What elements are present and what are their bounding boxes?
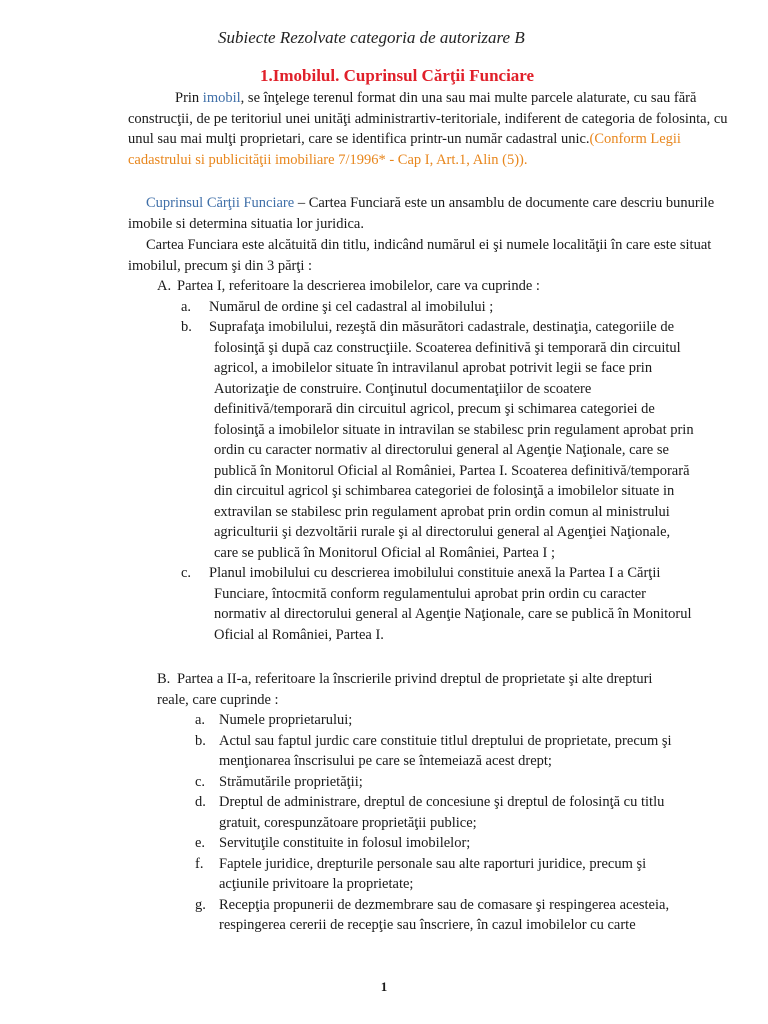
part-a-heading — [157, 276, 737, 297]
list-item-text: Faptele juridice, drepturile personale sau alte raporturi juridice, precum şi acţiunile privitoare la proprietate; — [219, 855, 647, 892]
part-b-heading — [157, 669, 677, 710]
definition-paragraph — [128, 193, 728, 234]
list-item — [171, 772, 677, 793]
list-item-text: Dreptul de administrare, dreptul de concesiune şi dreptul de folosinţă cu titlu gratuit, corespunzătoare proprietăţii publice; — [219, 794, 665, 831]
list-item — [171, 792, 677, 833]
page-header: Subiecte Rezolvate categoria de autorizare B — [218, 28, 525, 47]
list-item-text: Suprafaţa imobilului, rezeştă din măsurători cadastrale, destinaţia, categoriile de folosinţă şi după caz construcţiile. Scoaterea definitivă şi temporară din circuitul agricol, a imobilelor situate în intravilanul aprobat potrivit legii se face prin Autorizaţie de construire. Conţinutul documentaţiilor de scoatere definitivă/temporară din circuitul agricol, precum şi schimarea categoriei de folosinţă a imobilelor situate in intravilan se stabilesc prin regulament aprobat prin ordin cu caracter normativ al directorului general al Agenţie Naţionale, care se publică în Monitorul Oficial al României, Partea I. Scoaterea definitivă/temporară din circuitul agricol şi schimbarea categoriei de folosinţă a imobilelor situate in extravilan se stabilesc prin regulament aprobat prin ordin comun al ministrului agriculturii şi dezvoltării rurale şi al directorului general al Agenţiei Naţionale, care se publică în Monitorul Oficial al României, Partea I ; — [209, 319, 694, 561]
list-item-text: Recepţia propunerii de dezmembrare sau de comasare şi respingerea acesteia, respingerea cererii de recepţie sau înscriere, în cazul imobilelor cu carte — [219, 896, 670, 933]
list-marker: a. — [195, 712, 206, 728]
list-marker: e. — [195, 835, 206, 851]
structure-paragraph — [128, 235, 728, 276]
part-b-label: B. — [157, 671, 171, 687]
list-item-text: Numele proprietarului; — [219, 712, 353, 728]
definition-term: Cuprinsul Cărţii Funciare — [146, 195, 295, 211]
part-a-section — [157, 276, 737, 645]
list-item — [171, 833, 677, 854]
intro-paragraph — [128, 88, 728, 170]
list-marker: b. — [195, 732, 206, 749]
list-item — [171, 731, 677, 772]
list-item-text: Numărul de ordine şi cel cadastral al imobilului ; — [209, 298, 494, 315]
list-item — [157, 317, 694, 563]
list-marker: b. — [181, 319, 192, 335]
list-marker: a. — [181, 298, 192, 315]
intro-lead: Prin — [175, 90, 203, 106]
intro-text: , se înţelege terenul format din una sau mai multe parcele alaturate, cu sau fără construcţii, de pe teritoriul unei unităţi administrartiv-teritoriale, indiferent de categoria de folosinta, cu unul sau mai mulţi proprietari, care se identifica printr-un număr cadastral unic. — [128, 90, 728, 147]
part-a-list — [157, 297, 737, 646]
list-item — [171, 895, 677, 936]
list-item — [171, 854, 677, 895]
part-a-label: A. — [157, 278, 172, 294]
structure-text: Cartea Funciara este alcătuită din titlu, indicând numărul ei şi numele localităţii în care este situat imobilul, precum şi din 3 părţi : — [128, 237, 712, 274]
list-marker: d. — [195, 794, 206, 810]
intro-reference: (Conform Legii cadastrului si publicităţii imobiliare 7/1996* - Cap I, Art.1, Alin (5)). — [128, 131, 681, 168]
list-marker: g. — [195, 896, 206, 913]
list-item — [157, 297, 737, 318]
part-b-heading-text: Partea a II-a, referitoare la înscrierile privind dreptul de proprietate şi alte drepturi reale, care cuprinde : — [157, 671, 653, 708]
part-b-section — [157, 669, 677, 936]
list-item — [171, 710, 677, 731]
part-b-list — [171, 710, 677, 936]
part-a-heading-text: Partea I, referitoare la descrierea imobilelor, care va cuprinde : — [177, 278, 540, 294]
list-item-text: Actul sau faptul jurdic care constituie titlul dreptului de proprietate, precum şi menţionarea înscrisului pe care se întemeiază acest drept; — [219, 732, 672, 769]
list-item-text: Strămutările proprietăţii; — [219, 773, 363, 790]
intro-term: imobil — [202, 90, 241, 106]
section-title: 1.Imobilul. Cuprinsul Cărţii Funciare — [260, 66, 535, 85]
list-marker: c. — [181, 565, 192, 581]
list-marker: c. — [195, 773, 206, 790]
list-marker: f. — [195, 855, 204, 872]
list-item-text: Servituţile constituite in folosul imobilelor; — [219, 835, 471, 851]
page-number: 1 — [380, 979, 388, 994]
list-item — [157, 563, 694, 645]
list-item-text: Planul imobilului cu descrierea imobilului constituie anexă la Partea I a Cărţii Funciare, întocmită conform regulamentului aprobat prin ordin cu caracter normativ al directorului general al Agenţie Naţionale, care se publică în Monitorul Oficial al României, Partea I. — [209, 565, 692, 643]
definition-text: – Cartea Funciară este un ansamblu de documente care descriu bunurile imobile si determina situatia lor juridica. — [128, 195, 715, 232]
